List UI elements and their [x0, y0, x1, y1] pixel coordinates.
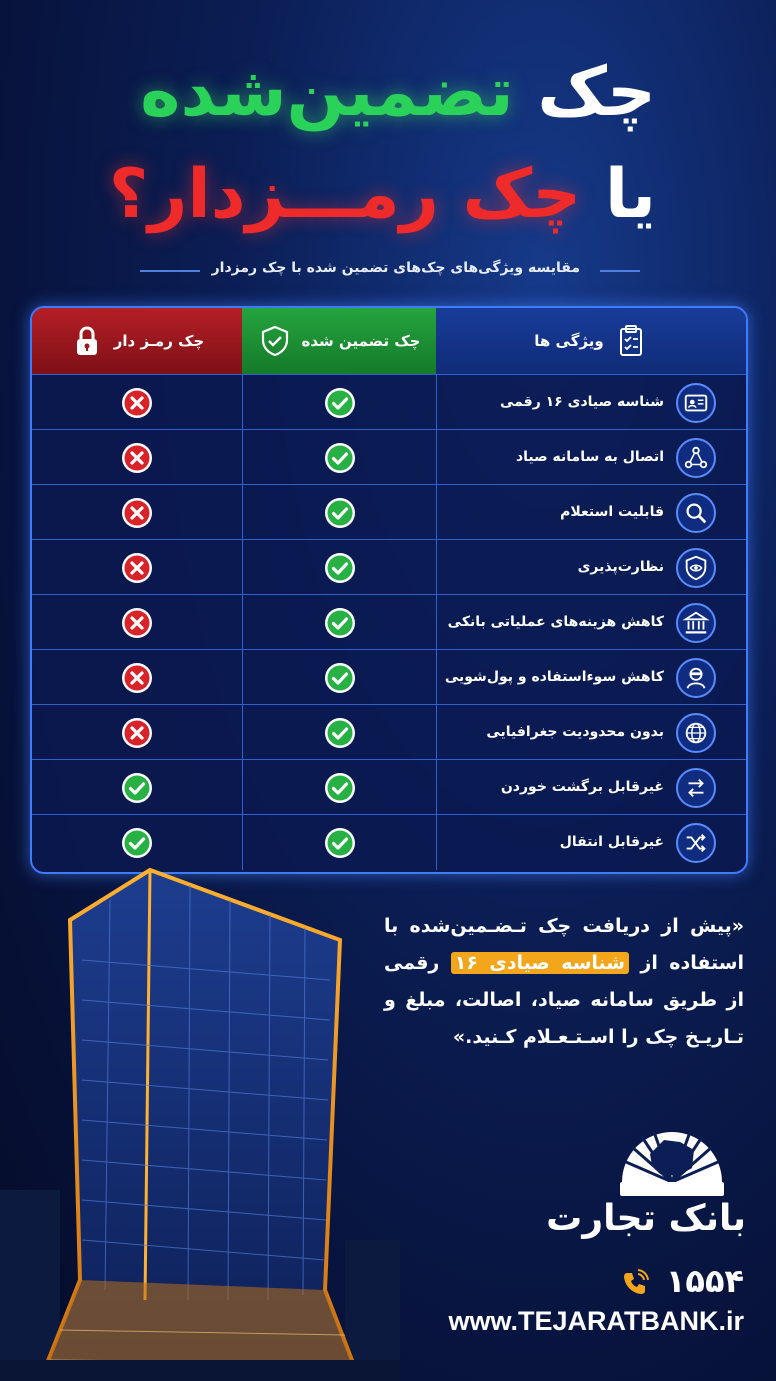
clipboard-icon	[614, 324, 648, 358]
encrypted-cell	[32, 540, 242, 595]
feature-cell	[436, 595, 746, 650]
feature-label: غیرقابل انتقال	[559, 834, 664, 850]
cross-icon	[120, 441, 154, 475]
bank-icon	[676, 603, 716, 643]
eye-shield-icon	[676, 548, 716, 588]
check-icon	[323, 661, 357, 695]
check-icon	[323, 441, 357, 475]
table-row	[32, 649, 746, 704]
encrypted-cell	[32, 595, 242, 650]
feature-cell	[436, 815, 746, 870]
check-icon	[323, 496, 357, 530]
advice-text-2: رقمی از طریق سامانه صیاد، اصالت، مبلغ و تـاریـخ چک را اسـتـعـلام کـنید.»	[384, 952, 744, 1048]
title-word-or: یا	[604, 155, 656, 234]
lock-icon	[70, 324, 104, 358]
guaranteed-cell	[242, 485, 436, 540]
feature-label: غیرقابل برگشت خوردن	[500, 779, 664, 795]
network-icon	[676, 438, 716, 478]
feature-label: قابلیت استعلام	[560, 504, 664, 520]
shield-check-icon	[258, 324, 292, 358]
subtitle-line-left	[140, 270, 200, 272]
cross-icon	[120, 661, 154, 695]
check-icon	[323, 551, 357, 585]
encrypted-cell	[32, 650, 242, 705]
guaranteed-cell	[242, 650, 436, 705]
guaranteed-cell	[242, 705, 436, 760]
check-icon	[120, 826, 154, 860]
swap-arrows-icon	[676, 768, 716, 808]
check-icon	[120, 771, 154, 805]
feature-cell	[436, 705, 746, 760]
feature-cell	[436, 760, 746, 815]
advice-text-1: «پیش از دریافت چک تـضـمین‌شده با استفاده از	[384, 915, 744, 974]
cross-icon	[120, 551, 154, 585]
title-line-1	[96, 48, 656, 138]
table-row	[32, 484, 746, 539]
encrypted-cell	[32, 760, 242, 815]
search-icon	[676, 493, 716, 533]
cross-icon	[120, 716, 154, 750]
check-icon	[323, 606, 357, 640]
comparison-table	[30, 306, 748, 874]
title-word-guaranteed: تضمین‌شده	[140, 53, 514, 132]
header-features	[436, 308, 746, 374]
guaranteed-cell	[242, 595, 436, 650]
feature-label: شناسه صیادی ۱۶ رقمی	[499, 394, 664, 410]
phone-number-text: ۱۵۵۴	[665, 1262, 744, 1300]
encrypted-cell	[32, 430, 242, 485]
subtitle: مقایسه ویژگی‌های چک‌های تضمین شده با چک رمزدار	[211, 260, 580, 276]
feature-label: کاهش هزینه‌های عملیاتی بانکی	[447, 614, 664, 630]
header-guaranteed-label: چک تضمین شده	[301, 332, 421, 350]
guaranteed-cell	[242, 430, 436, 485]
subtitle-line-right	[600, 270, 640, 272]
encrypted-cell	[32, 705, 242, 760]
feature-cell	[436, 375, 746, 430]
cross-icon	[120, 496, 154, 530]
phone-icon	[621, 1269, 649, 1297]
tower-illustration	[0, 860, 400, 1381]
globe-icon	[676, 713, 716, 753]
title-line-2	[96, 150, 656, 240]
feature-label: بدون محدودیت جغرافیایی	[486, 724, 664, 740]
encrypted-cell	[32, 485, 242, 540]
bank-name: بانک تجارت	[546, 1198, 746, 1239]
feature-cell	[436, 540, 746, 595]
feature-cell	[436, 485, 746, 540]
title-word-encrypted: چک رمـــزدار؟	[108, 155, 582, 234]
table-row	[32, 374, 746, 429]
title-word-check: چک	[537, 53, 656, 132]
thief-icon	[676, 658, 716, 698]
encrypted-cell	[32, 375, 242, 430]
check-icon	[323, 386, 357, 420]
feature-label: کاهش سوءاستفاده و پول‌شویی	[444, 669, 664, 685]
header-encrypted	[32, 308, 242, 374]
id-card-icon	[676, 383, 716, 423]
table-row	[32, 704, 746, 759]
header-guaranteed	[242, 308, 436, 374]
shuffle-icon	[676, 823, 716, 863]
cross-icon	[120, 386, 154, 420]
advice-paragraph	[384, 908, 744, 1056]
feature-cell	[436, 430, 746, 485]
guaranteed-cell	[242, 375, 436, 430]
table-row	[32, 539, 746, 594]
tejarat-bank-logo	[612, 1092, 732, 1202]
header-encrypted-label: چک رمـز دار	[113, 332, 205, 350]
table-header	[32, 308, 746, 374]
feature-cell	[436, 650, 746, 705]
table-row	[32, 759, 746, 814]
table-row	[32, 429, 746, 484]
table-row	[32, 594, 746, 649]
check-icon	[323, 716, 357, 750]
header-features-label: ویژگی ها	[534, 332, 604, 350]
guaranteed-cell	[242, 540, 436, 595]
check-icon	[323, 771, 357, 805]
check-icon	[323, 826, 357, 860]
cross-icon	[120, 606, 154, 640]
feature-label: نظارت‌پذیری	[577, 559, 664, 575]
phone-number	[604, 1262, 744, 1300]
website-url[interactable]: www.TEJARATBANK.ir	[448, 1306, 744, 1336]
advice-highlight: شناسه صیادی ۱۶	[451, 952, 629, 974]
guaranteed-cell	[242, 760, 436, 815]
feature-label: اتصال به سامانه صیاد	[515, 449, 664, 465]
subtitle-block	[140, 260, 640, 282]
